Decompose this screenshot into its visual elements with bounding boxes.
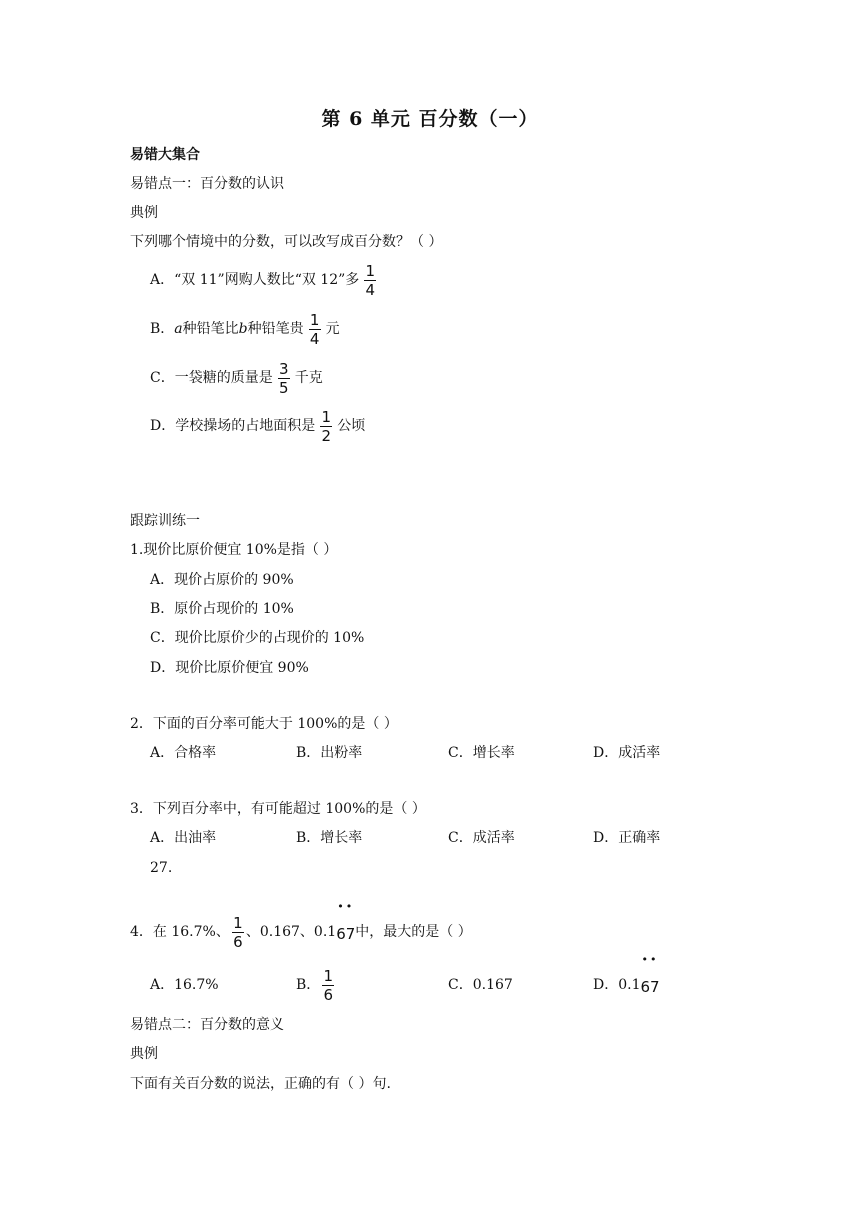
q3-option-d: D．正确率: [593, 830, 661, 846]
fraction: $\frac{1}{4}$: [309, 310, 320, 348]
q4-option-c: C．0.167: [448, 977, 513, 993]
q3-option-b: B．增长率: [296, 830, 363, 846]
page-title: 第 6 单元 百分数（一）: [321, 108, 539, 130]
q1-option-b: B．原价占现价的 10%: [150, 601, 294, 617]
q2-option-b: B．出粉率: [296, 745, 363, 761]
option-a-text: A．“双 11”网购人数比“双 12”多: [150, 272, 360, 288]
question-2: 2．下面的百分率可能大于 100%的是（ ）: [130, 716, 398, 732]
example-2-label: 典例: [130, 1046, 158, 1062]
fraction: $\frac{3}{5}$: [278, 359, 289, 397]
error-point-2-heading: 易错点二：百分数的意义: [130, 1017, 284, 1033]
fraction: $\frac{1}{6}$: [323, 966, 334, 1004]
question-1: 1.现价比原价便宜 10%是指（ ）: [130, 542, 338, 558]
q3-option-a: A．出油率: [150, 830, 217, 846]
error-point-1-heading: 易错点一：百分数的认识: [130, 176, 284, 192]
fraction: $\frac{1}{6}$: [233, 913, 243, 951]
repeating-decimal: •• 67: [336, 900, 356, 943]
q1-option-d: D．现价比原价便宜 90%: [150, 660, 309, 676]
q4-option-b: B． $\frac{1}{6}$: [296, 966, 334, 1004]
fraction: $\frac{1}{4}$: [365, 261, 376, 299]
fraction: $\frac{1}{2}$: [321, 407, 331, 445]
q3-option-c: C．成活率: [448, 830, 515, 846]
q4-option-d: D．0.1 •• 67: [593, 965, 660, 1007]
example-question: 下列哪个情境中的分数，可以改写成百分数？（ ）: [130, 234, 443, 250]
example-option-d: D．学校操场的占地面积是 $\frac{1}{2}$ 公顷: [150, 407, 366, 445]
q3-extra-text: 27.: [150, 860, 173, 876]
q2-option-a: A．合格率: [150, 745, 217, 761]
q1-option-a: A．现价占原价的 90%: [150, 572, 294, 588]
example-option-a: [150, 262, 381, 298]
training-label: 跟踪训练一: [130, 513, 200, 529]
q2-option-c: C．增长率: [448, 745, 515, 761]
question-4: 4．在 16.7%、 $\frac{1}{6}$ 、0.167、0.1 •• 67中，最大的是（ ）: [130, 912, 472, 954]
example-option-b: B．a种铅笔比b种铅笔贵 $\frac{1}{4}$ 元: [150, 310, 340, 348]
question-3: 3．下列百分率中，有可能超过 100%的是（ ）: [130, 801, 426, 817]
repeating-decimal: •• 67: [640, 953, 660, 996]
example-option-c: C．一袋糖的质量是 $\frac{3}{5}$ 千克: [150, 359, 323, 397]
section-heading: 易错大集合: [130, 147, 200, 163]
example-2-question: 下面有关百分数的说法，正确的有（ ）句.: [130, 1076, 391, 1092]
example-label: 典例: [130, 205, 158, 221]
q2-option-d: D．成活率: [593, 745, 661, 761]
q1-option-c: C．现价比原价少的占现价的 10%: [150, 630, 365, 646]
q4-option-a: A．16.7%: [150, 977, 219, 993]
